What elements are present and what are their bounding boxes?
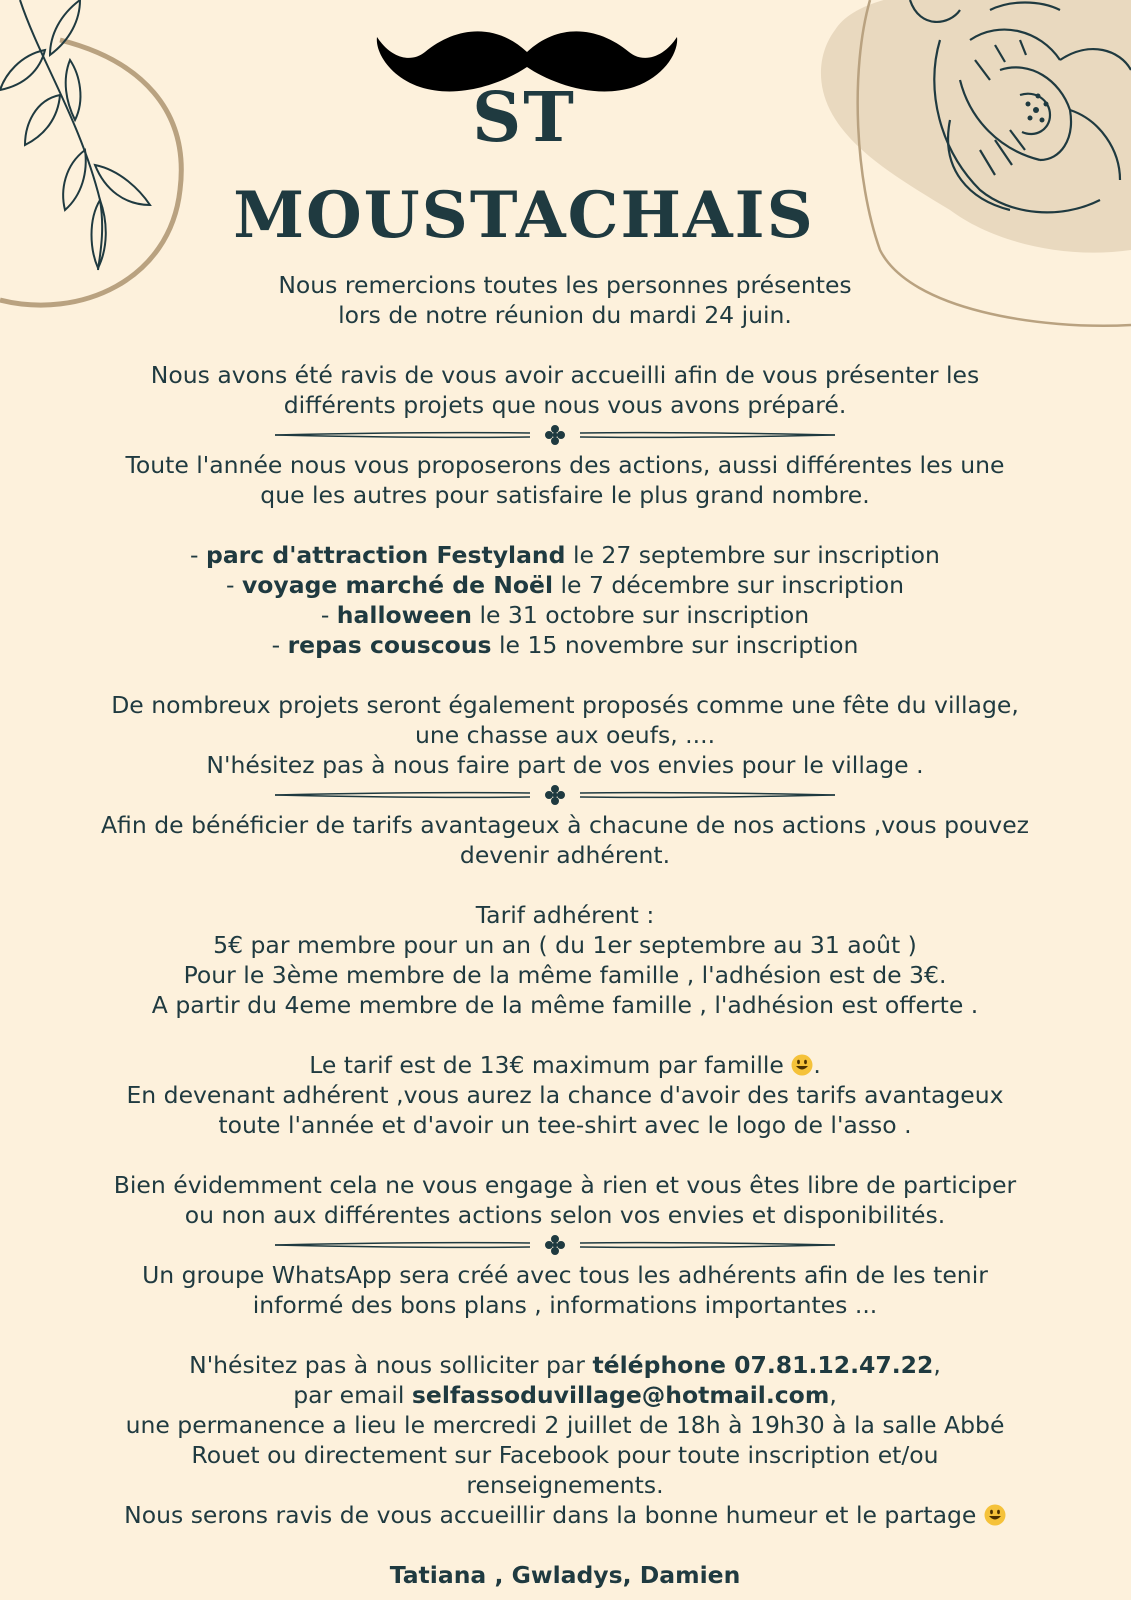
smiley-emoji-icon bbox=[984, 1504, 1006, 1526]
whatsapp-line: Un groupe WhatsApp sera créé avec tous les adhérents afin de les tenir bbox=[142, 1261, 988, 1289]
event-item: - parc d'attraction Festyland le 27 septembre sur inscription bbox=[190, 541, 940, 569]
event-item: - repas couscous le 15 novembre sur inscription bbox=[271, 631, 859, 659]
benefits-line: toute l'année et d'avoir un tee-shirt avec le logo de l'asso . bbox=[218, 1111, 912, 1139]
smiley-emoji-icon bbox=[791, 1054, 813, 1076]
contact-line: Rouet ou directement sur Facebook pour toute inscription et/ou bbox=[191, 1441, 939, 1469]
ornament-divider bbox=[20, 420, 1090, 450]
pricing-line: A partir du 4eme membre de la même famille , l'adhésion est offerte . bbox=[151, 991, 979, 1019]
contact-email-line: par email selfassoduvillage@hotmail.com, bbox=[293, 1381, 837, 1409]
benefits-line: Le tarif est de 13€ maximum par famille . bbox=[309, 1051, 821, 1079]
contact-email: selfassoduvillage@hotmail.com bbox=[411, 1381, 830, 1409]
contact-line: une permanence a lieu le mercredi 2 juillet de 18h à 19h30 à la salle Abbé bbox=[125, 1411, 1005, 1439]
commitment-line: ou non aux différentes actions selon vos envies et disponibilités. bbox=[184, 1201, 946, 1229]
pricing-heading: Tarif adhérent : bbox=[475, 901, 655, 929]
actions-intro-line: que les autres pour satisfaire le plus grand nombre. bbox=[260, 481, 870, 509]
pricing-line: 5€ par membre pour un an ( du 1er septembre au 31 août ) bbox=[213, 931, 917, 959]
title-line-2: MOUSTACHAIS bbox=[233, 178, 815, 253]
membership-line: Afin de bénéficier de tarifs avantageux à chacune de nos actions ,vous pouvez bbox=[100, 811, 1029, 839]
intro-line: Nous remercions toutes les personnes présentes bbox=[278, 271, 852, 299]
event-name: repas couscous bbox=[287, 631, 492, 659]
actions-intro-line: Toute l'année nous vous proposerons des actions, aussi différentes les une bbox=[125, 451, 1005, 479]
intro-line: lors de notre réunion du mardi 24 juin. bbox=[338, 301, 792, 329]
projects-line: N'hésitez pas à nous faire part de vos envies pour le village . bbox=[206, 751, 924, 779]
contact-phone: téléphone 07.81.12.47.22 bbox=[592, 1351, 934, 1379]
event-name: voyage marché de Noël bbox=[241, 571, 554, 599]
benefits-line: En devenant adhérent ,vous aurez la chance d'avoir des tarifs avantageux bbox=[126, 1081, 1004, 1109]
projects-line: De nombreux projets seront également proposés comme une fête du village, bbox=[111, 691, 1019, 719]
contact-phone-line: N'hésitez pas à nous solliciter par téléphone 07.81.12.47.22, bbox=[189, 1351, 941, 1379]
event-name: halloween bbox=[336, 601, 472, 629]
welcome-line: Nous avons été ravis de vous avoir accueilli afin de vous présenter les bbox=[150, 361, 980, 389]
event-name: parc d'attraction Festyland bbox=[206, 541, 566, 569]
contact-line: renseignements. bbox=[466, 1471, 664, 1499]
event-item: - halloween le 31 octobre sur inscription bbox=[320, 601, 810, 629]
ornament-divider bbox=[20, 780, 1090, 810]
ornament-divider bbox=[20, 1230, 1090, 1260]
body-text bbox=[40, 270, 1090, 1590]
pricing-line: Pour le 3ème membre de la même famille , l'adhésion est de 3€. bbox=[183, 961, 947, 989]
membership-line: devenir adhérent. bbox=[459, 841, 671, 869]
whatsapp-line: informé des bons plans , informations importantes ... bbox=[252, 1291, 878, 1319]
title-line-1: ST bbox=[472, 78, 576, 158]
signature: Tatiana , Gwladys, Damien bbox=[389, 1561, 741, 1589]
event-item: - voyage marché de Noël le 7 décembre sur inscription bbox=[226, 571, 904, 599]
welcome-line: différents projets que nous vous avons préparé. bbox=[283, 391, 847, 419]
contact-line: Nous serons ravis de vous accueillir dans la bonne humeur et le partage bbox=[40, 1500, 1090, 1530]
commitment-line: Bien évidemment cela ne vous engage à rien et vous êtes libre de participer bbox=[113, 1171, 1017, 1199]
projects-line: une chasse aux oeufs, .... bbox=[414, 721, 716, 749]
